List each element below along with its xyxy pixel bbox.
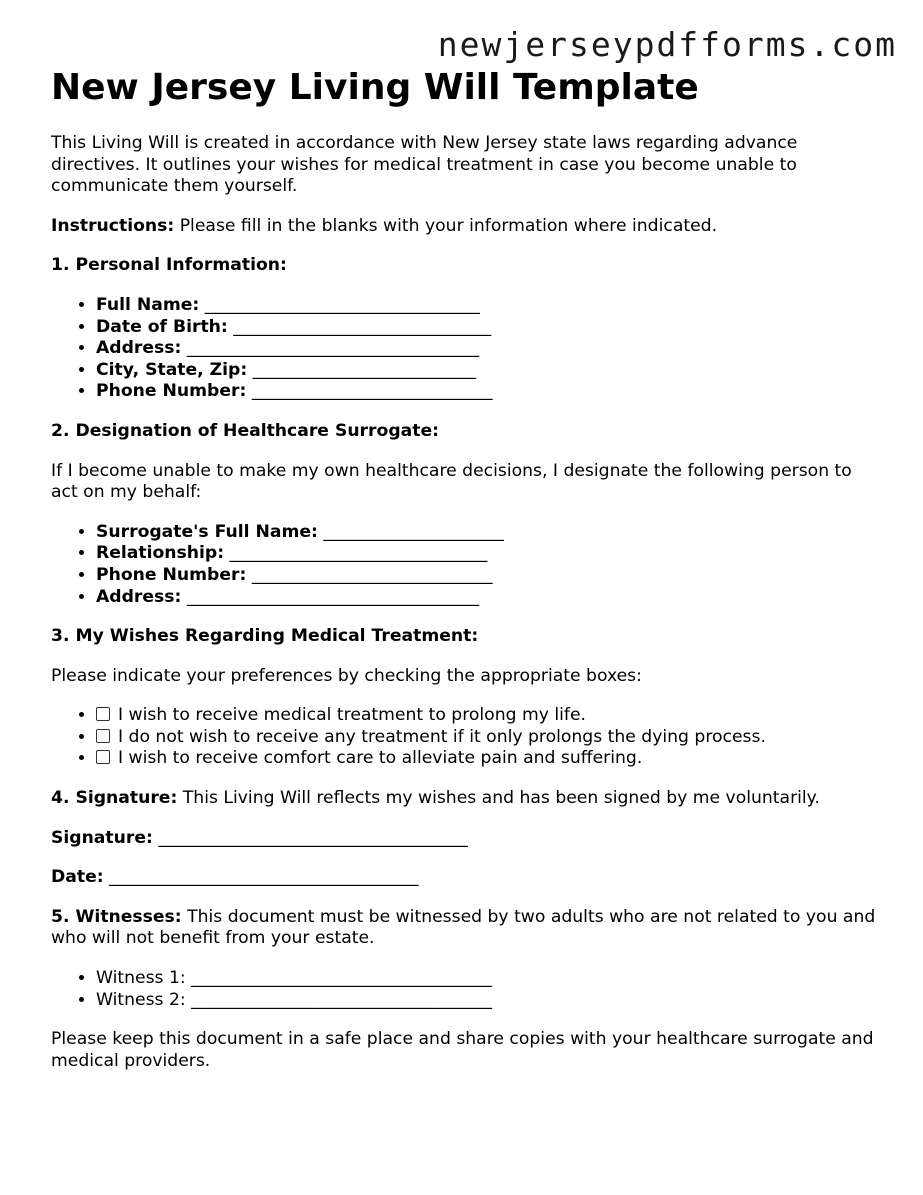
list-item <box>96 748 881 770</box>
personal-info-list <box>51 295 881 403</box>
list-item <box>96 543 881 565</box>
checkbox[interactable] <box>96 729 110 743</box>
closing-paragraph: Please keep this document in a safe place and share copies with your healthcare surrogate and medical providers. <box>51 1029 874 1071</box>
section-3-heading: 3. My Wishes Regarding Medical Treatment: <box>51 626 479 647</box>
option-label: I wish to receive comfort care to alleviate pain and suffering. <box>118 748 643 769</box>
instructions-label: Instructions: <box>51 215 175 236</box>
field-label: Phone Number: <box>96 564 247 585</box>
list-item <box>96 295 881 317</box>
instructions-paragraph <box>51 216 881 238</box>
preferences-paragraph: Please indicate your preferences by checking the appropriate boxes: <box>51 665 642 686</box>
signature-statement: This Living Will reflects my wishes and has been signed by me voluntarily. <box>177 788 820 809</box>
list-item <box>96 338 881 360</box>
signature-line <box>51 828 881 850</box>
list-item <box>96 968 881 990</box>
witnesses-section <box>51 907 881 950</box>
fill-in-blank[interactable]: __________________________ <box>247 359 477 380</box>
field-label: Phone Number: <box>96 381 247 402</box>
section-5-label: 5. Witnesses: <box>51 906 182 927</box>
list-item <box>96 587 881 609</box>
date-blank[interactable]: ____________________________________ <box>103 867 419 888</box>
date-label: Date: <box>51 867 104 888</box>
fill-in-blank[interactable]: __________________________________ <box>181 338 480 359</box>
checkbox[interactable] <box>96 750 110 764</box>
signature-blank[interactable]: ____________________________________ <box>152 827 468 848</box>
treatment-options-list <box>51 705 881 770</box>
list-item <box>96 360 881 382</box>
option-label: I wish to receive medical treatment to prolong my life. <box>118 705 586 726</box>
page-title: New Jersey Living Will Template <box>51 67 699 108</box>
section-2-heading: 2. Designation of Healthcare Surrogate: <box>51 420 439 441</box>
date-line <box>51 867 881 889</box>
field-label: Full Name: <box>96 294 200 315</box>
fill-in-blank[interactable]: ____________________________ <box>246 564 493 585</box>
list-item <box>96 317 881 339</box>
field-label: Relationship: <box>96 543 225 564</box>
field-label: Date of Birth: <box>96 316 228 337</box>
field-label: City, State, Zip: <box>96 359 248 380</box>
list-item <box>96 565 881 587</box>
fill-in-blank[interactable]: ___________________________________ <box>185 968 492 989</box>
witness-label: Witness 1: <box>96 968 186 989</box>
document-body <box>51 133 881 1090</box>
watermark-text: newjerseypdfforms.com <box>437 25 897 64</box>
checkbox[interactable] <box>96 707 110 721</box>
witness-label: Witness 2: <box>96 989 186 1010</box>
list-item <box>96 990 881 1012</box>
list-item <box>96 381 881 403</box>
fill-in-blank[interactable]: ________________________________ <box>199 294 480 315</box>
section-1-heading: 1. Personal Information: <box>51 255 287 276</box>
witnesses-list <box>51 968 881 1011</box>
surrogate-info-list <box>51 522 881 608</box>
list-item <box>96 522 881 544</box>
instructions-text: Please fill in the blanks with your information where indicated. <box>174 215 718 236</box>
intro-paragraph: This Living Will is created in accordance with New Jersey state laws regarding advance directives. It outlines your wishes for medical treatment in case you become unable to communicate them yourself. <box>51 133 798 197</box>
fill-in-blank[interactable]: ______________________________ <box>224 543 488 564</box>
list-item <box>96 705 881 727</box>
fill-in-blank[interactable]: ___________________________________ <box>185 989 492 1010</box>
signature-section <box>51 788 881 810</box>
witnesses-statement: This document must be witnessed by two adults who are not related to you and who will not benefit from your estate. <box>51 906 876 949</box>
section-4-label: 4. Signature: <box>51 788 178 809</box>
list-item <box>96 727 881 749</box>
fill-in-blank[interactable]: _____________________ <box>317 521 504 542</box>
field-label: Address: <box>96 338 182 359</box>
signature-label: Signature: <box>51 827 153 848</box>
field-label: Surrogate's Full Name: <box>96 521 318 542</box>
fill-in-blank[interactable]: ____________________________ <box>246 381 493 402</box>
option-label: I do not wish to receive any treatment if it only prolongs the dying process. <box>118 726 766 747</box>
fill-in-blank[interactable]: ______________________________ <box>227 316 492 337</box>
fill-in-blank[interactable]: __________________________________ <box>181 586 480 607</box>
surrogate-paragraph: If I become unable to make my own healthcare decisions, I designate the following person to act on my behalf: <box>51 460 852 503</box>
field-label: Address: <box>96 586 182 607</box>
